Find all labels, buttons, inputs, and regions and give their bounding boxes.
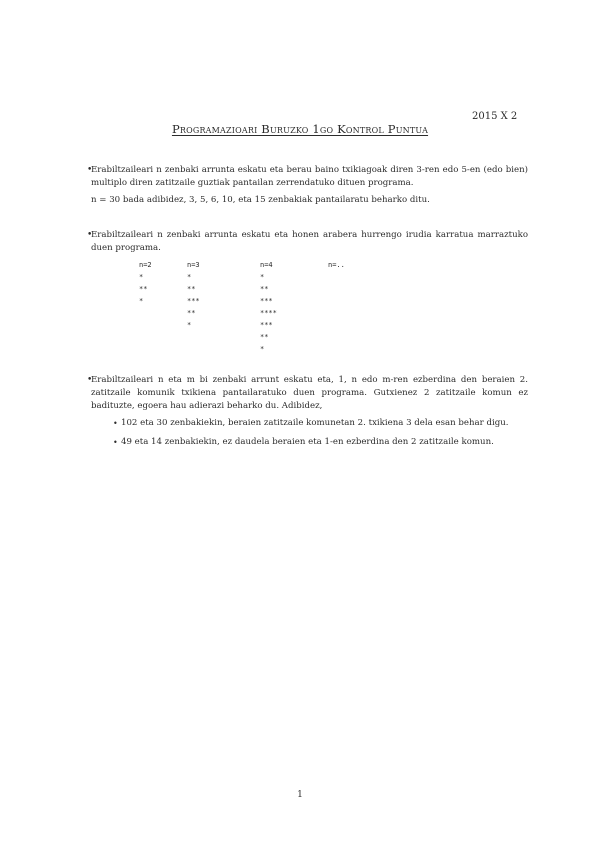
pattern-row: **: [260, 285, 269, 293]
pattern-row: *: [187, 321, 192, 329]
bullet-icon: •: [87, 375, 93, 385]
pattern-row: ****: [260, 309, 277, 317]
exercise-1: [87, 164, 528, 207]
pattern-row: **: [139, 285, 148, 293]
pattern-row: **: [187, 285, 196, 293]
bullet-icon: •: [87, 230, 93, 240]
pattern-row: *: [139, 273, 144, 281]
pattern-row: **: [260, 333, 269, 341]
pattern-n-etc: [328, 259, 345, 271]
pattern-row: **: [187, 309, 196, 317]
exercise-2: [87, 229, 528, 255]
document-date: 2015 X 2: [472, 111, 518, 122]
pattern-label: n=3: [187, 261, 200, 269]
example-1-text: 102 eta 30 zenbakiekin, beraien zatitzaile komunetan 2. txikiena 3 dela esan behar digu.: [121, 418, 509, 428]
pattern-n3: [187, 259, 200, 331]
pattern-row: ***: [260, 321, 273, 329]
example-1: [113, 417, 528, 430]
pattern-row: ***: [187, 297, 200, 305]
pattern-n2: [139, 259, 152, 307]
pattern-row: ***: [260, 297, 273, 305]
pattern-row: *: [187, 273, 192, 281]
sub-bullet-icon: •: [113, 438, 118, 447]
pattern-row: *: [260, 273, 265, 281]
exercise-1-example: n = 30 bada adibidez, 3, 5, 6, 10, eta 15 zenbakiak pantailaratu beharko ditu.: [91, 195, 430, 205]
example-2-text: 49 eta 14 zenbakiekin, ez daudela beraien eta 1-en ezberdina den 2 zatitzaile komun.: [121, 437, 494, 447]
example-2: [113, 436, 528, 449]
exercise-1-text: Erabiltzaileari n zenbaki arrunta eskatu eta berau baino txikiagoak diren 3-ren edo 5-en (edo bien) multiplo diren zatitzaile guztiak pantailan zerrendatuko dituen programa.: [91, 165, 528, 188]
bullet-icon: •: [87, 165, 93, 175]
pattern-row: *: [139, 297, 144, 305]
exercise-3-text: Erabiltzaileari n eta m bi zenbaki arrunt eskatu eta, 1, n edo m-ren ezberdina den beraien 2. zatitzaile komunik txikiena pantailaratuko duen programa. Gutxienez 2 zatitzaile komun ez badituzte, egoera hau adierazi beharko du. Adibidez,: [91, 375, 528, 411]
exercise-2-text: Erabiltzaileari n zenbaki arrunta eskatu eta honen arabera hurrengo irudia karratua marraztuko duen programa.: [91, 230, 528, 253]
sub-bullet-icon: •: [113, 419, 118, 428]
pattern-row: *: [260, 345, 265, 353]
exercise-3: [87, 374, 528, 413]
page-number: 1: [297, 790, 303, 800]
pattern-label: n=2: [139, 261, 152, 269]
pattern-label: n=..: [328, 261, 345, 269]
pattern-label: n=4: [260, 261, 273, 269]
pattern-n4: [260, 259, 277, 355]
document-title: Programazioari Buruzko 1go Kontrol Puntua: [171, 122, 429, 136]
